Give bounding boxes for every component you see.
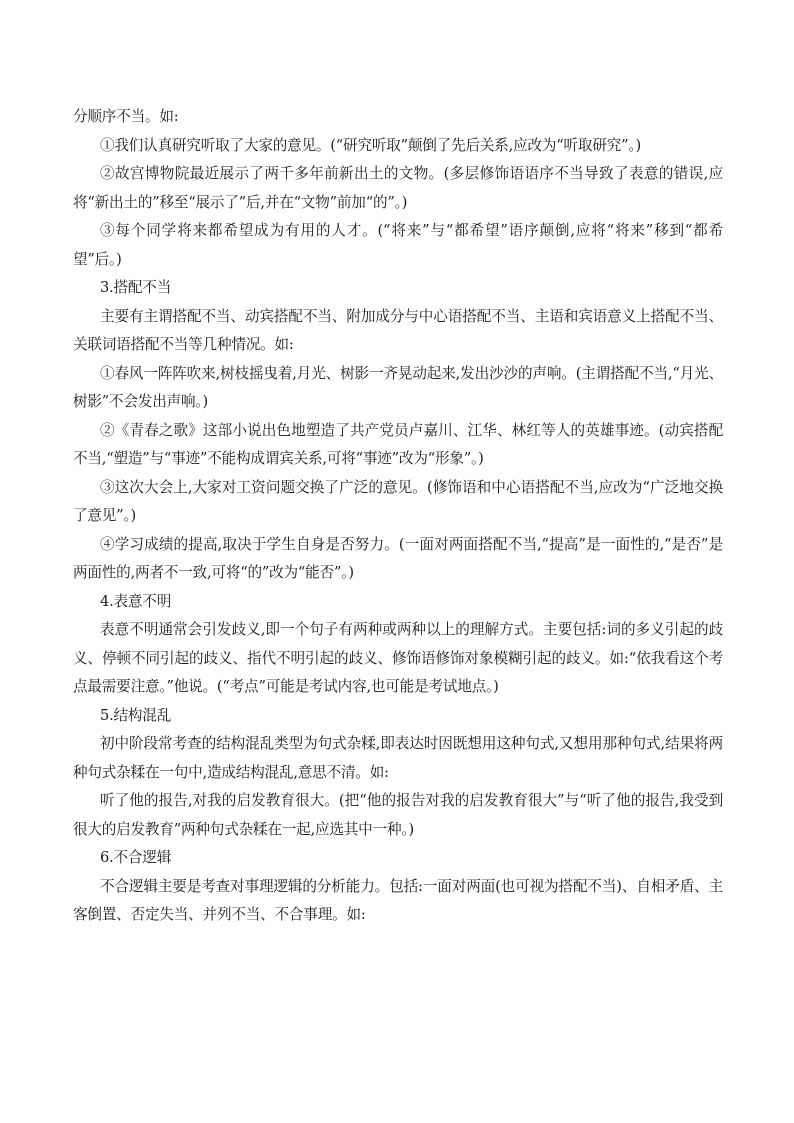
section-heading-6: 6.不合逻辑 [100,849,172,866]
section-5-intro: 初中阶段常考查的结构混乱类型为句式杂糅,即表达时因既想用这种句式,又想用那种句式,结果将两种句式杂糅在一句中,造成结构混乱,意思不清。如: [73,735,723,781]
section-heading-3: 3.搭配不当 [100,279,172,296]
document-body [73,103,723,930]
section-heading-4: 4.表意不明 [100,592,172,610]
section-heading-5: 5.结构混乱 [100,706,172,724]
section-3-example-2: ②《青春之歌》这部小说出色地塑造了共产党员卢嘉川、江华、林红等人的英雄事迹。(动宾搭配不当,“塑造”与“事迹”不能构成谓宾关系,可将“事迹”改为“形象”。) [73,421,723,467]
section-5-example: 听了他的报告,对我的启发教育很大。(把“他的报告对我的启发教育很大”与“听了他的报告,我受到很大的启发教育”两种句式杂糅在一起,应选其中一种。) [73,792,723,838]
paragraph-continuation: 分顺序不当。如: [73,108,179,125]
example-2: ②故宫博物院最近展示了两千多年前新出土的文物。(多层修饰语语序不当导致了表意的错误,应将“新出土的”移至“展示了”后,并在“文物”前加“的”。) [73,165,723,211]
section-3-example-1: ①春风一阵阵吹来,树枝摇曳着,月光、树影一齐晃动起来,发出沙沙的声响。(主谓搭配不当,“月光、树影”不会发出声响。) [73,364,723,410]
section-4-body: 表意不明通常会引发歧义,即一个句子有两种或两种以上的理解方式。主要包括:词的多义引起的歧义、停顿不同引起的歧义、指代不明引起的歧义、修饰语修饰对象模糊引起的歧义。如:“依我看这个考点最需要注意。”他说。(“考点”可能是考试内容,也可能是考试地点。) [73,621,723,695]
section-3-intro: 主要有主谓搭配不当、动宾搭配不当、附加成分与中心语搭配不当、主语和宾语意义上搭配不当、关联词语搭配不当等几种情况。如: [73,307,723,353]
example-3: ③每个同学将来都希望成为有用的人才。(“将来”与“都希望”语序颠倒,应将“将来”移到“都希望”后。) [73,222,723,268]
section-3-example-3: ③这次大会上,大家对工资问题交换了广泛的意见。(修饰语和中心语搭配不当,应改为“广泛地交换了意见”。) [73,478,723,524]
example-1: ①我们认真研究听取了大家的意见。(“研究听取”颠倒了先后关系,应改为“听取研究”。) [100,136,641,154]
section-6-intro: 不合逻辑主要是考查对事理逻辑的分析能力。包括:一面对两面(也可视为搭配不当)、自相矛盾、主客倒置、否定失当、并列不当、不合事理。如: [73,877,723,923]
section-3-example-4: ④学习成绩的提高,取决于学生自身是否努力。(一面对两面搭配不当,“提高”是一面性的,“是否”是两面性的,两者不一致,可将“的”改为“能否”。) [73,535,723,581]
